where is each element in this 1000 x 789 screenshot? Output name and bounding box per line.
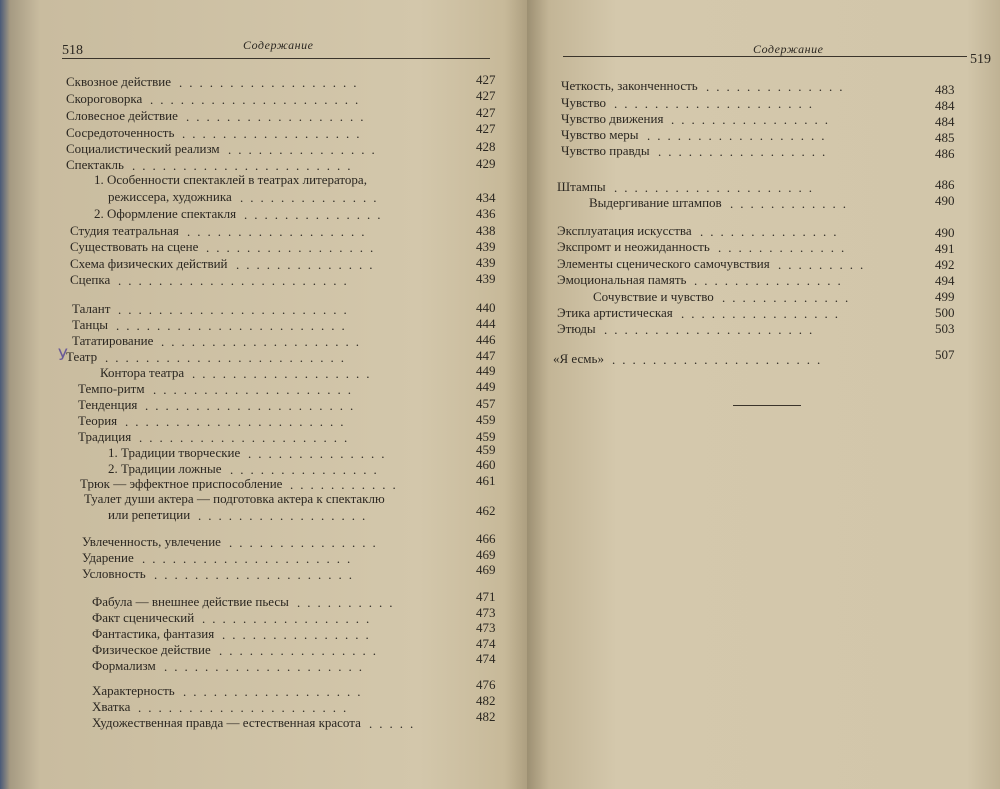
leader-dots: .................... [614, 96, 819, 111]
toc-page-number: 499 [935, 289, 955, 304]
end-rule [733, 405, 801, 406]
toc-entry-title: Тенденция [78, 397, 138, 412]
toc-entry-title: Ударение [82, 550, 134, 565]
toc-page-number: 507 [935, 347, 955, 362]
leader-dots: ................. [658, 144, 833, 159]
toc-page-number: 486 [935, 177, 955, 192]
toc-entry-title: или репетиции [108, 507, 191, 522]
toc-page-number: 427 [476, 88, 496, 103]
toc-entry-title: режиссера, художника [108, 189, 232, 204]
toc-page-number: 484 [935, 114, 955, 129]
leader-dots: .......... [297, 595, 400, 610]
toc-entry-title: Чувство правды [561, 143, 650, 158]
running-title: Содержание [753, 42, 824, 56]
toc-entry-title: Эмоциональная память [557, 272, 687, 287]
toc-entry-title: «Я есмь» [553, 351, 604, 366]
leader-dots: .................... [614, 180, 819, 195]
page-number: 518 [62, 43, 83, 58]
leader-dots: ................. [198, 508, 373, 523]
toc-entry-title: Этика артистическая [557, 305, 673, 320]
toc-entry-title: Экспромт и неожиданность [557, 239, 710, 254]
toc-page-number: 427 [476, 72, 496, 87]
toc-page-number: 466 [476, 531, 496, 546]
toc-entry-title: Характерность [92, 683, 175, 698]
toc-entry-title: Контора театра [100, 365, 185, 380]
margin-mark: У [58, 345, 68, 364]
toc-page-number: 486 [935, 146, 955, 161]
leader-dots: ............... [230, 462, 384, 477]
leader-dots: ................ [219, 643, 383, 658]
toc-page-number: 483 [935, 82, 955, 97]
toc-entry-title: Театр [66, 349, 98, 364]
toc-entry-title: Формализм [92, 658, 156, 673]
leader-dots: ....................... [118, 273, 354, 288]
toc-entry-title: Туалет души актера — подготовка актера к спектаклю [84, 491, 385, 506]
toc-entry-title: Чувство движения [561, 111, 664, 126]
leader-dots: .............. [700, 224, 844, 239]
leader-dots: ..................... [612, 352, 828, 367]
leader-dots: .................. [182, 126, 367, 141]
toc-page-number: 473 [476, 620, 496, 635]
toc-page-number: 482 [476, 693, 496, 708]
toc-page-number: 444 [476, 316, 496, 331]
toc-page-number: 449 [476, 363, 496, 378]
leader-dots: .................. [183, 684, 368, 699]
toc-entry-title: Фантастика, фантазия [92, 626, 215, 641]
toc-page-number: 439 [476, 271, 496, 286]
toc-entry-title: Хватка [92, 699, 131, 714]
leader-dots: ............. [718, 240, 852, 255]
toc-entry-title: Сцепка [70, 272, 111, 287]
leader-dots: .............. [706, 79, 850, 94]
toc-entry-title: Традиция [78, 429, 132, 444]
toc-entry-title: Чувство [561, 95, 607, 110]
toc-entry-title: Художественная правда — естественная красота [92, 715, 361, 730]
toc-page-number: 461 [476, 473, 496, 488]
toc-page-number: 440 [476, 300, 496, 315]
toc-page-number: 438 [476, 223, 496, 238]
leader-dots: .................... [153, 382, 358, 397]
toc-page-number: 469 [476, 547, 496, 562]
toc-entry-title: Эксплуатация искусства [557, 223, 692, 238]
toc-page-number: 500 [935, 305, 955, 320]
leader-dots: ..... [369, 716, 421, 731]
toc-page-number: 473 [476, 605, 496, 620]
toc-page-number: 434 [476, 190, 496, 205]
toc-page-number: 427 [476, 105, 496, 120]
toc-entry-title: Студия театральная [70, 223, 179, 238]
toc-page-number: 449 [476, 379, 496, 394]
page-number: 519 [970, 52, 991, 67]
leader-dots: ................ [681, 306, 845, 321]
right-page [527, 0, 1000, 789]
toc-page-number: 484 [935, 98, 955, 113]
toc-page-number: 429 [476, 156, 496, 171]
toc-page-number: 491 [935, 241, 955, 256]
leader-dots: ....................... [118, 302, 354, 317]
toc-page-number: 471 [476, 589, 496, 604]
toc-page-number: 436 [476, 206, 496, 221]
header-rule [563, 56, 967, 57]
leader-dots: ............. [722, 290, 856, 305]
toc-entry-title: Физическое действие [92, 642, 211, 657]
leader-dots: ............... [228, 142, 382, 157]
leader-dots: ................. [206, 240, 381, 255]
header-rule [62, 58, 490, 59]
leader-dots: ..................... [150, 92, 366, 107]
leader-dots: .................. [187, 224, 372, 239]
leader-dots: .................. [192, 366, 377, 381]
leader-dots: ......... [778, 257, 871, 272]
toc-page-number: 490 [935, 225, 955, 240]
leader-dots: ............... [229, 535, 383, 550]
toc-entry-title: 2. Оформление спектакля [94, 206, 237, 221]
leader-dots: ................ [671, 112, 835, 127]
toc-entry-title: Темпо-ритм [78, 381, 145, 396]
toc-entry-title: Сосредоточенность [66, 125, 175, 140]
leader-dots: ...................... [132, 158, 358, 173]
toc-page-number: 460 [476, 457, 496, 472]
leader-dots: ..................... [138, 700, 354, 715]
toc-page-number: 439 [476, 239, 496, 254]
toc-entry-title: 1. Традиции творческие [108, 445, 241, 460]
toc-page-number: 494 [935, 273, 955, 288]
leader-dots: ............ [730, 196, 853, 211]
leader-dots: .................. [186, 109, 371, 124]
toc-entry-title: Спектакль [66, 157, 124, 172]
toc-entry-title: Факт сценический [92, 610, 195, 625]
running-title: Содержание [243, 38, 314, 52]
toc-entry-title: Сочувствие и чувство [593, 289, 714, 304]
leader-dots: .............. [236, 257, 380, 272]
leader-dots: .............. [240, 190, 384, 205]
leader-dots: .................. [179, 75, 364, 90]
leader-dots: ..................... [139, 430, 355, 445]
leader-dots: .................... [164, 659, 369, 674]
toc-entry-title: Этюды [557, 321, 596, 336]
leader-dots: ..................... [604, 322, 820, 337]
toc-entry-title: Четкость, законченность [561, 78, 698, 93]
toc-entry-title: 2. Традиции ложные [108, 461, 222, 476]
toc-entry-title: Увлеченность, увлечение [82, 534, 221, 549]
toc-page-number: 427 [476, 121, 496, 136]
leader-dots: .................... [161, 334, 366, 349]
toc-entry-title: Выдергивание штампов [589, 195, 722, 210]
toc-page-number: 457 [476, 396, 496, 411]
toc-entry-title: Существовать на сцене [70, 239, 199, 254]
toc-page-number: 459 [476, 412, 496, 427]
leader-dots: .............. [248, 446, 392, 461]
leader-dots: ....................... [116, 318, 352, 333]
toc-page-number: 459 [476, 442, 496, 457]
leader-dots: ...................... [125, 414, 351, 429]
toc-page-number: 474 [476, 651, 496, 666]
toc-entry-title: Фабула — внешнее действие пьесы [92, 594, 289, 609]
leader-dots: ............... [222, 627, 376, 642]
toc-entry-title: Словесное действие [66, 108, 178, 123]
toc-entry-title: Элементы сценического самочувствия [557, 256, 770, 271]
toc-entry-title: Социалистический реализм [66, 141, 220, 156]
leader-dots: .................... [154, 567, 359, 582]
toc-page-number: 447 [476, 348, 496, 363]
toc-entry-title: Теория [78, 413, 118, 428]
leader-dots: ............... [694, 273, 848, 288]
toc-entry-title: Танцы [72, 317, 109, 332]
leader-dots: ..................... [142, 551, 358, 566]
toc-page-number: 490 [935, 193, 955, 208]
toc-entry-title: Трюк — эффектное приспособление [80, 476, 283, 491]
leader-dots: ........................ [105, 350, 351, 365]
toc-page-number: 474 [476, 636, 496, 651]
toc-entry-title: Тататирование [72, 333, 154, 348]
toc-page-number: 485 [935, 130, 955, 145]
leader-dots: .............. [244, 207, 388, 222]
toc-page-number: 469 [476, 562, 496, 577]
toc-entry-title: Сквозное действие [66, 74, 171, 89]
toc-entry-title: Скороговорка [66, 91, 143, 106]
toc-page-number: 476 [476, 677, 496, 692]
toc-page-number: 428 [476, 139, 496, 154]
toc-entry-title: Чувство меры [561, 127, 639, 142]
leader-dots: ................. [202, 611, 377, 626]
toc-page-number: 482 [476, 709, 496, 724]
toc-entry-title: Схема физических действий [70, 256, 228, 271]
toc-entry-title: Штампы [557, 179, 606, 194]
toc-page-number: 492 [935, 257, 955, 272]
leader-dots: ........... [290, 477, 403, 492]
toc-page-number: 439 [476, 255, 496, 270]
leader-dots: .................. [647, 128, 832, 143]
toc-page-number: 503 [935, 321, 955, 336]
toc-page-number: 462 [476, 503, 496, 518]
toc-page-number: 459 [476, 429, 496, 444]
toc-entry-title: Условность [82, 566, 146, 581]
toc-entry-title: 1. Особенности спектаклей в театрах литератора, [94, 172, 367, 187]
toc-entry-title: Талант [72, 301, 111, 316]
toc-page-number: 446 [476, 332, 496, 347]
leader-dots: ..................... [145, 398, 361, 413]
